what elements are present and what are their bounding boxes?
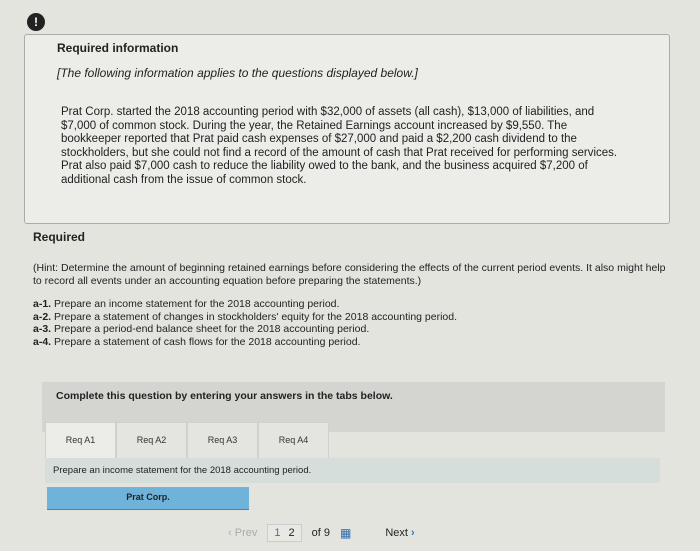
task-text: Prepare a statement of changes in stockholders' equity for the 2018 accounting period. (54, 310, 458, 323)
task-text: Prepare a period-end balance sheet for the 2018 accounting period. (54, 323, 370, 335)
prev-label: Prev (234, 527, 258, 539)
alert-icon: ! (27, 13, 45, 31)
tab-instruction: Prepare an income statement for the 2018 accounting period. (45, 458, 660, 483)
task-id: a-1. (33, 298, 52, 310)
task-item (33, 336, 457, 349)
info-subtitle: [The following information applies to the questions displayed below.] (57, 66, 418, 80)
page-selector (267, 524, 301, 542)
banner-text: Complete this question by entering your answers in the tabs below. (56, 390, 393, 402)
pagination (228, 524, 415, 542)
problem-text: Prat Corp. started the 2018 accounting period with $32,000 of assets (all cash), $13,000 of liabilities, and $7,000 of common stock. During the year, the Retained Earnings account increased by $9,550. The bookkeeper reported that Prat paid cash expenses of $27,000 and paid a $2,200 cash dividend to the stockholders, but she could not find a record of the amount of cash that Prat received for performing services. Prat also paid $7,000 cash to reduce the liability owed to the bank, and the business acquired $7,200 of additional cash from the issue of common stock. (61, 106, 618, 186)
page-1-link[interactable]: 1 (274, 527, 281, 539)
task-item (33, 298, 457, 311)
next-button[interactable] (385, 527, 414, 539)
info-title: Required information (57, 41, 179, 55)
task-id: a-4. (33, 335, 52, 348)
task-id: a-3. (33, 323, 52, 335)
task-text: Prepare an income statement for the 2018 accounting period. (54, 298, 340, 310)
chevron-right-icon: › (411, 527, 415, 539)
tab-bar (45, 422, 329, 461)
next-label: Next (385, 527, 408, 539)
tab-req-a3[interactable]: Req A3 (187, 422, 258, 459)
required-heading: Required (33, 230, 86, 244)
tab-req-a1[interactable]: Req A1 (45, 422, 116, 461)
task-id: a-2. (33, 310, 52, 323)
tab-req-a4[interactable]: Req A4 (258, 422, 329, 459)
task-list (33, 298, 457, 348)
tab-req-a2[interactable]: Req A2 (116, 422, 187, 459)
hint-text: (Hint: Determine the amount of beginning retained earnings before considering the effects of the current period events. It also might help to record all events under an accounting equation before preparing the statements.) (33, 262, 666, 287)
prev-button[interactable]: ‹ Prev (228, 527, 258, 539)
task-text: Prepare a statement of cash flows for the 2018 accounting period. (54, 335, 361, 348)
statement-header-company: Prat Corp. (47, 487, 249, 510)
page-count: of 9 (311, 527, 330, 539)
grid-icon[interactable]: ▦ (339, 526, 352, 540)
page-2-current[interactable]: 2 (288, 527, 295, 539)
task-item (33, 323, 457, 336)
task-item (33, 311, 457, 324)
